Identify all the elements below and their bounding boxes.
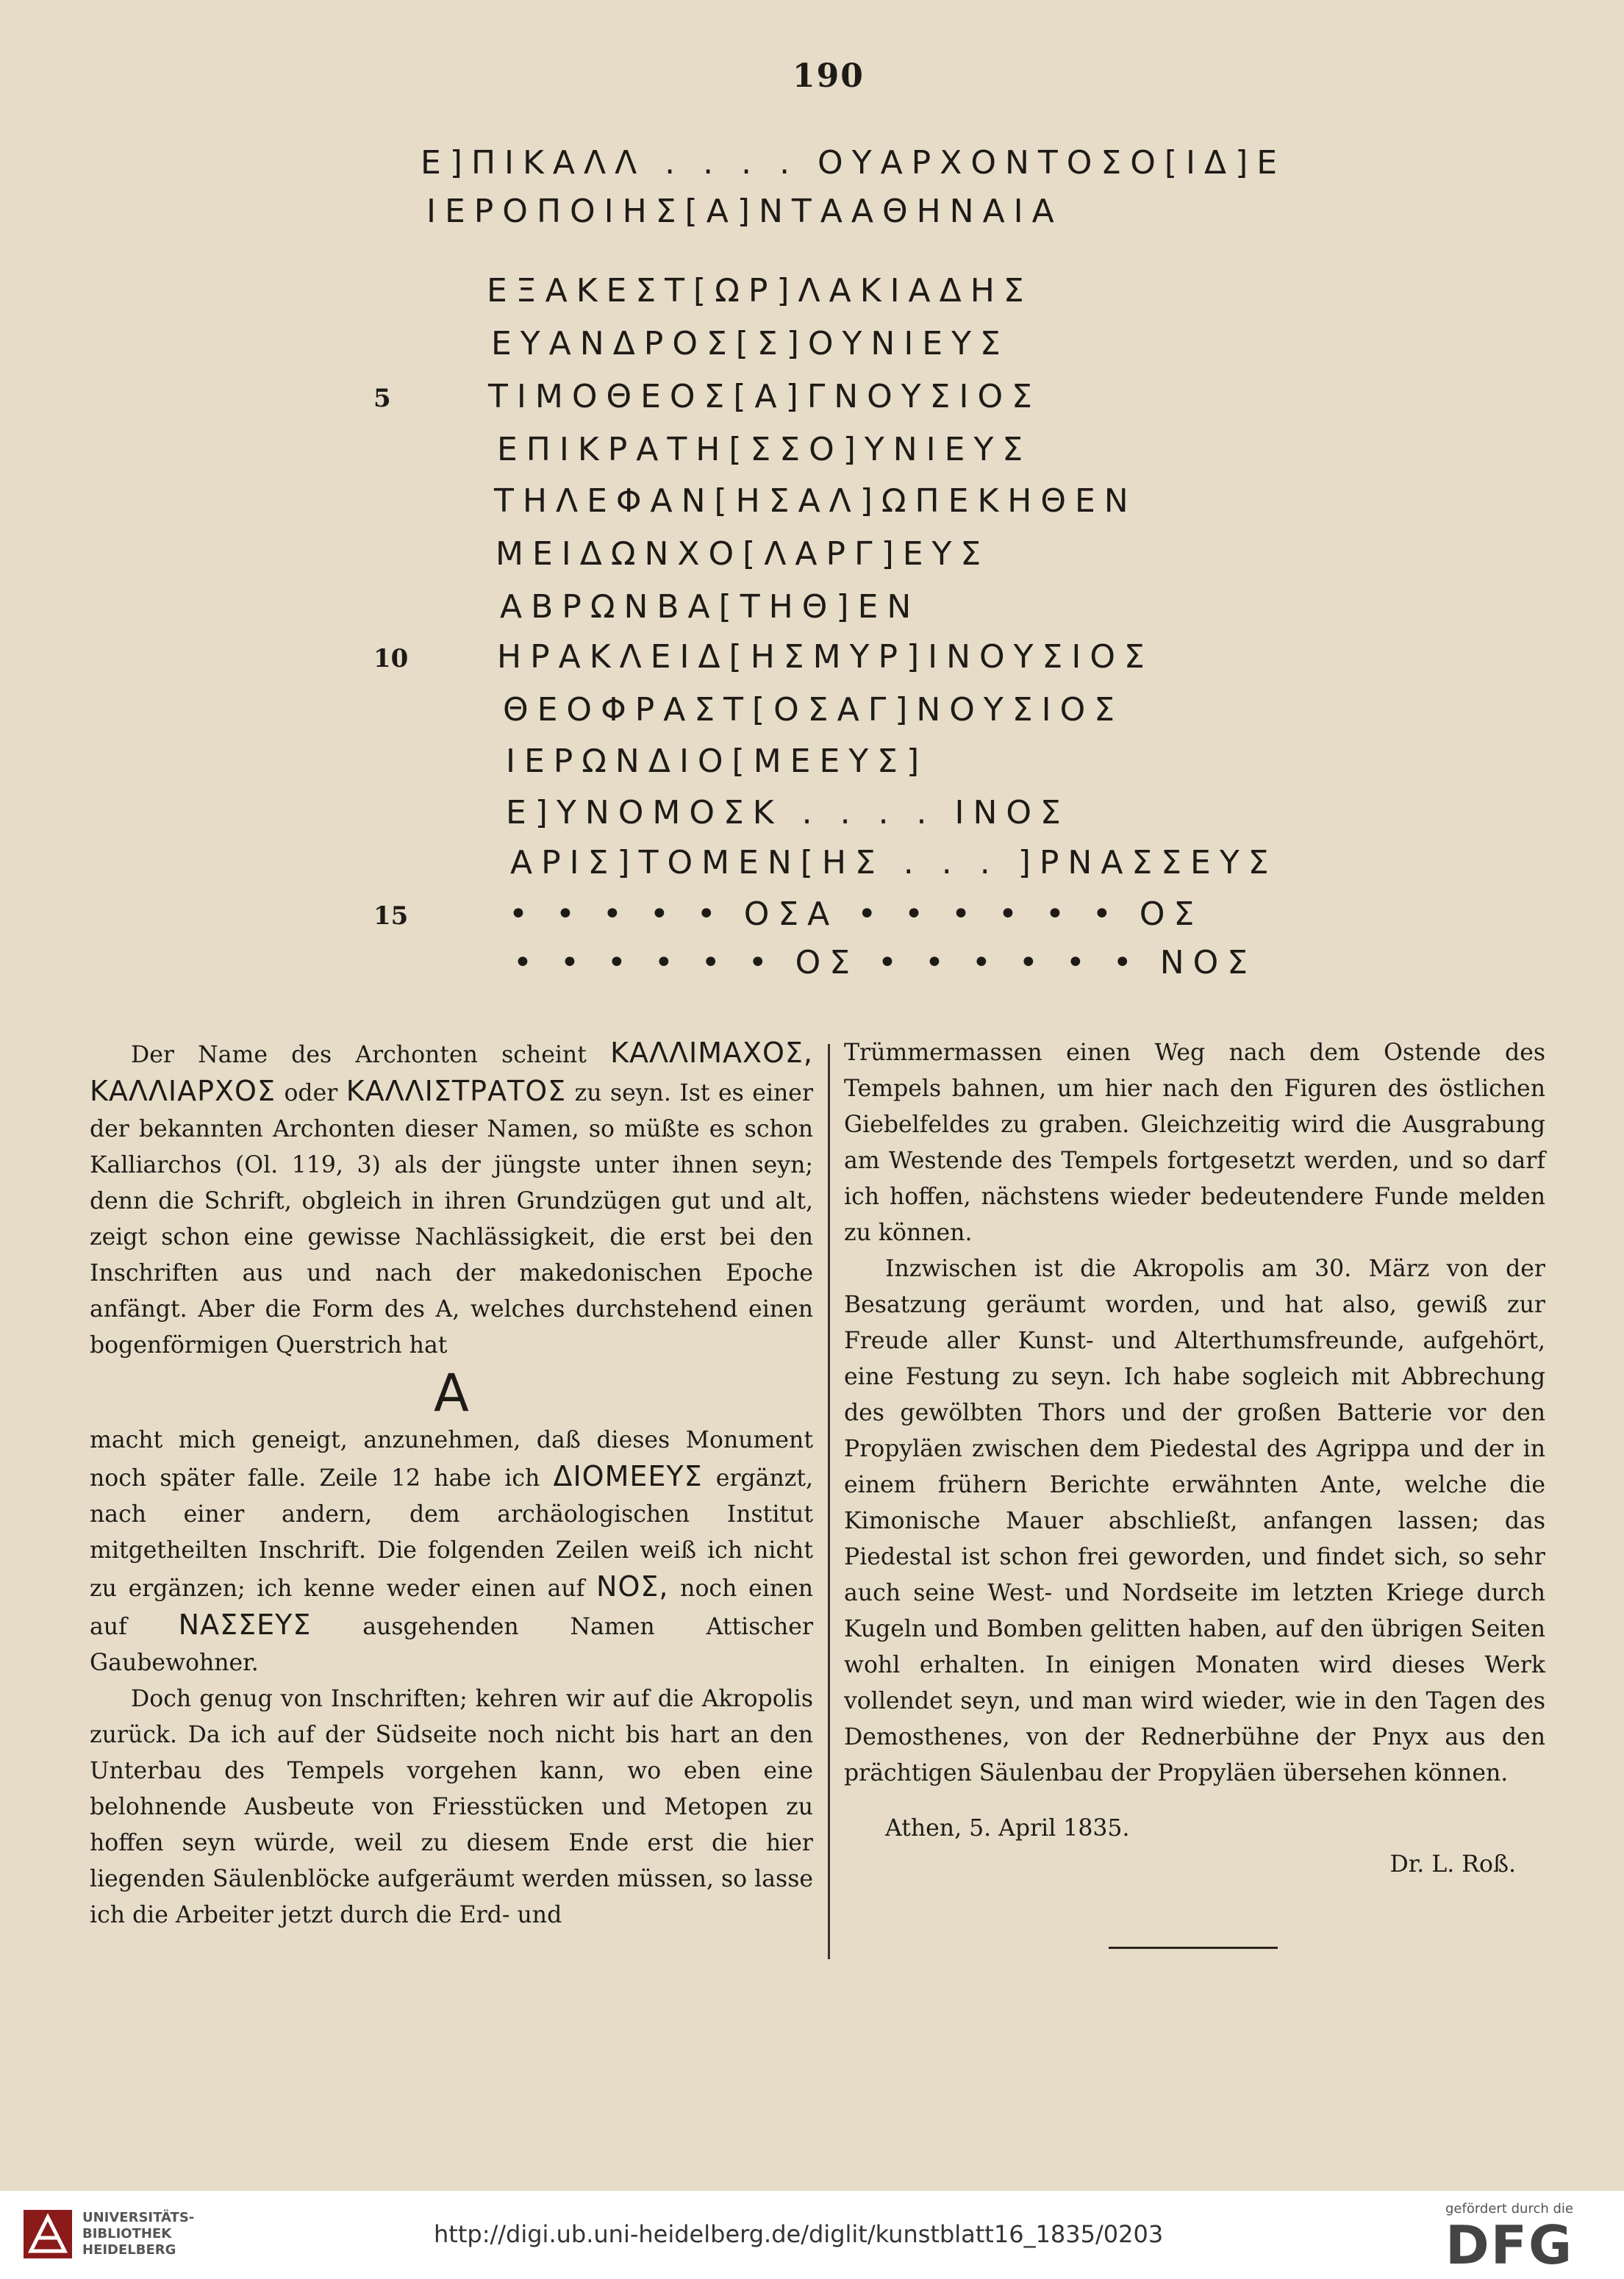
end-rule <box>1109 1947 1278 1949</box>
logo-line: BIBLIOTHEK <box>82 2226 172 2242</box>
library-logo-text[interactable] <box>82 2210 194 2258</box>
inscription-line-2: ΙΕΡΟΠΟΙΗΣ[Α]ΝΤΑΑΘΗΝΑΙΑ <box>426 193 1063 230</box>
text-run: ergänzt, nach einer andern, dem archäologischen Institut mitgetheilten Inschrift. Die folgenden Zeilen weiß ich nicht zu ergänzen; ich kenne weder einen auf <box>90 1465 813 1602</box>
line-number-5: 5 <box>373 384 391 413</box>
paragraph <box>90 1035 813 1364</box>
permalink-url[interactable]: http://digi.ub.uni-heidelberg.de/diglit/kunstblatt16_1835/0203 <box>434 2220 1164 2248</box>
inscription-line-4: ΕΥΑΝΔΡΟΣ[Σ]ΟΥΝΙΕΥΣ <box>491 325 1009 362</box>
page-number: 190 <box>793 57 865 95</box>
alpha-letter-sample: Α <box>434 1363 469 1423</box>
greek-name: ΝΑΣΣΕΥΣ <box>178 1609 312 1641</box>
university-seal-icon <box>22 2208 74 2260</box>
inscription-line-15: • • • • • ΟΣΑ • • • • • • ΟΣ <box>509 895 1203 933</box>
inscription-line-6: ΕΠΙΚΡΑΤΗ[ΣΣΟ]ΥΝΙΕΥΣ <box>497 431 1032 468</box>
text-run: zu seyn. Ist es einer der bekannten Archonten dieser Namen, so müßte es schon Kalliarchos (Ol. 119, 3) als der jüngste unter ihnen seyn; denn die Schrift, obgleich in ihren Grundzügen gut und alt, zeigt schon eine gewisse Nachlässigkeit, die erst bei den Inschriften aus und nach der makedonischen Epoche anfängt. Aber die Form des Α, welches durchstehend einen bogenförmigen Querstrich hat <box>90 1080 814 1359</box>
left-text-column <box>90 1035 813 1933</box>
text-run: Der Name des Archonten scheint <box>131 1042 587 1068</box>
greek-name: ΝΟΣ, <box>596 1570 669 1603</box>
inscription-line-9: ΑΒΡΩΝΒΑ[ΤΗΘ]ΕΝ <box>500 588 920 626</box>
logo-line: HEIDELBERG <box>82 2242 176 2258</box>
text-run: noch einen auf <box>90 1575 813 1640</box>
inscription-line-5: ΤΙΜΟΘΕΟΣ[Α]ΓΝΟΥΣΙΟΣ <box>488 378 1041 415</box>
logo-line: UNIVERSITÄTS- <box>82 2210 195 2225</box>
greek-name: ΚΑΛΛΙΣΤΡΑΤΟΣ <box>346 1075 567 1107</box>
paragraph <box>90 1423 813 1681</box>
inscription-line-11: ΘΕΟΦΡΑΣΤ[ΟΣΑΓ]ΝΟΥΣΙΟΣ <box>503 691 1124 729</box>
inscription-line-14: ΑΡΙΣ]ΤΟΜΕΝ[ΗΣ . . . ]ΡΝΑΣΣΕΥΣ <box>510 844 1278 881</box>
inscription-line-3: ΕΞΑΚΕΣΤ[ΩΡ]ΛΑΚΙΑΔΗΣ <box>487 272 1033 310</box>
greek-name: ΔΙΟΜΕΕΥΣ <box>553 1460 703 1492</box>
inscription-line-8: ΜΕΙΔΩΝΧΟ[ΛΑΡΓ]ΕΥΣ <box>496 535 990 573</box>
text-run: oder <box>284 1080 338 1106</box>
inscription-line-7: ΤΗΛΕΦΑΝ[ΗΣΑΛ]ΩΠΕΚΗΘΕΝ <box>494 482 1137 520</box>
inscription-line-13: Ε]ΥΝΟΜΟΣΚ . . . . ΙΝΟΣ <box>506 794 1070 831</box>
signature: Dr. L. Roß. <box>1389 1851 1516 1878</box>
greek-name: ΚΑΛΛΙΜΑΧΟΣ, <box>610 1037 814 1069</box>
right-text-column <box>844 1035 1545 1883</box>
line-number-15: 15 <box>373 901 409 931</box>
paragraph: Trümmermassen einen Weg nach dem Ostende des Tempels bahnen, um hier nach den Figuren des östlichen Giebelfeldes zu graben. Gleichzeitig wird die Ausgrabung am Westende des Tempels fortgesetzt werden, und so darf ich hoffen, nächstens wieder bedeutendere Funde melden zu können. <box>844 1040 1545 1246</box>
column-divider <box>828 1044 830 1959</box>
inscription-line-1: Ε]ΠΙΚΑΛΛ . . . . ΟΥΑΡΧΟΝΤΟΣΟ[ΙΔ]Ε <box>421 144 1287 182</box>
inscription-line-12: ΙΕΡΩΝΔΙΟ[ΜΕΕΥΣ] <box>506 743 929 780</box>
funding-caption: gefördert durch die <box>1445 2201 1573 2217</box>
dfg-logo[interactable]: DFG <box>1445 2214 1574 2276</box>
inscription-line-16: • • • • • • ΟΣ • • • • • • ΝΟΣ <box>513 944 1257 981</box>
inscription-line-10: ΗΡΑΚΛΕΙΔ[ΗΣΜΥΡ]ΙΝΟΥΣΙΟΣ <box>497 638 1153 676</box>
paragraph: Inzwischen ist die Akropolis am 30. März von der Besatzung geräumt worden, und hat also, gewiß zur Freude aller Kunst- und Alterthumsfreunde, aufgehört, eine Festung zu seyn. Ich habe sogleich mit Abbrechung des gewölbten Thors und der großen Batterie vor den Propyläen zwischen dem Piedestal des Agrippa und der in einem frühern Berichte erwähnten Ante, welche die Kimonische Mauer abschließt, anfangen lassen; das Piedestal ist schon frei geworden, und findet sich, so sehr auch seine West- und Nordseite im letzten Kriege durch Kugeln und Bomben gelitten haben, auf den übrigen Seiten wohl erhalten. In einigen Monaten wird dieses Werk vollendet seyn, und man wird wieder, wie in den Tagen des Demosthenes, von der Rednerbühne der Pnyx aus den prächtigen Säulenbau der Propyläen übersehen können. <box>844 1256 1545 1786</box>
paragraph: Doch genug von Inschriften; kehren wir auf die Akropolis zurück. Da ich auf der Südseite noch nicht bis hart an den Unterbau des Tempels vorgehen kann, wo eben eine belohnende Ausbeute von Friesstücken und Metopen zu hoffen seyn würde, weil zu diesem Ende erst die hier liegenden Säulenblöcke aufgeräumt werden müssen, so lasse ich die Arbeiter jetzt durch die Erd- und <box>90 1686 813 1928</box>
text-run: ausgehenden Namen Attischer Gaubewohner. <box>90 1614 814 1676</box>
dateline: Athen, 5. April 1835. <box>885 1815 1130 1842</box>
greek-name: ΚΑΛΛΙΑΡΧΟΣ <box>90 1075 276 1107</box>
text-run: macht mich geneigt, anzunehmen, daß dieses Monument noch später falle. Zeile 12 habe ich <box>90 1427 813 1492</box>
line-number-10: 10 <box>373 644 409 673</box>
viewer-footer <box>0 2191 1624 2279</box>
